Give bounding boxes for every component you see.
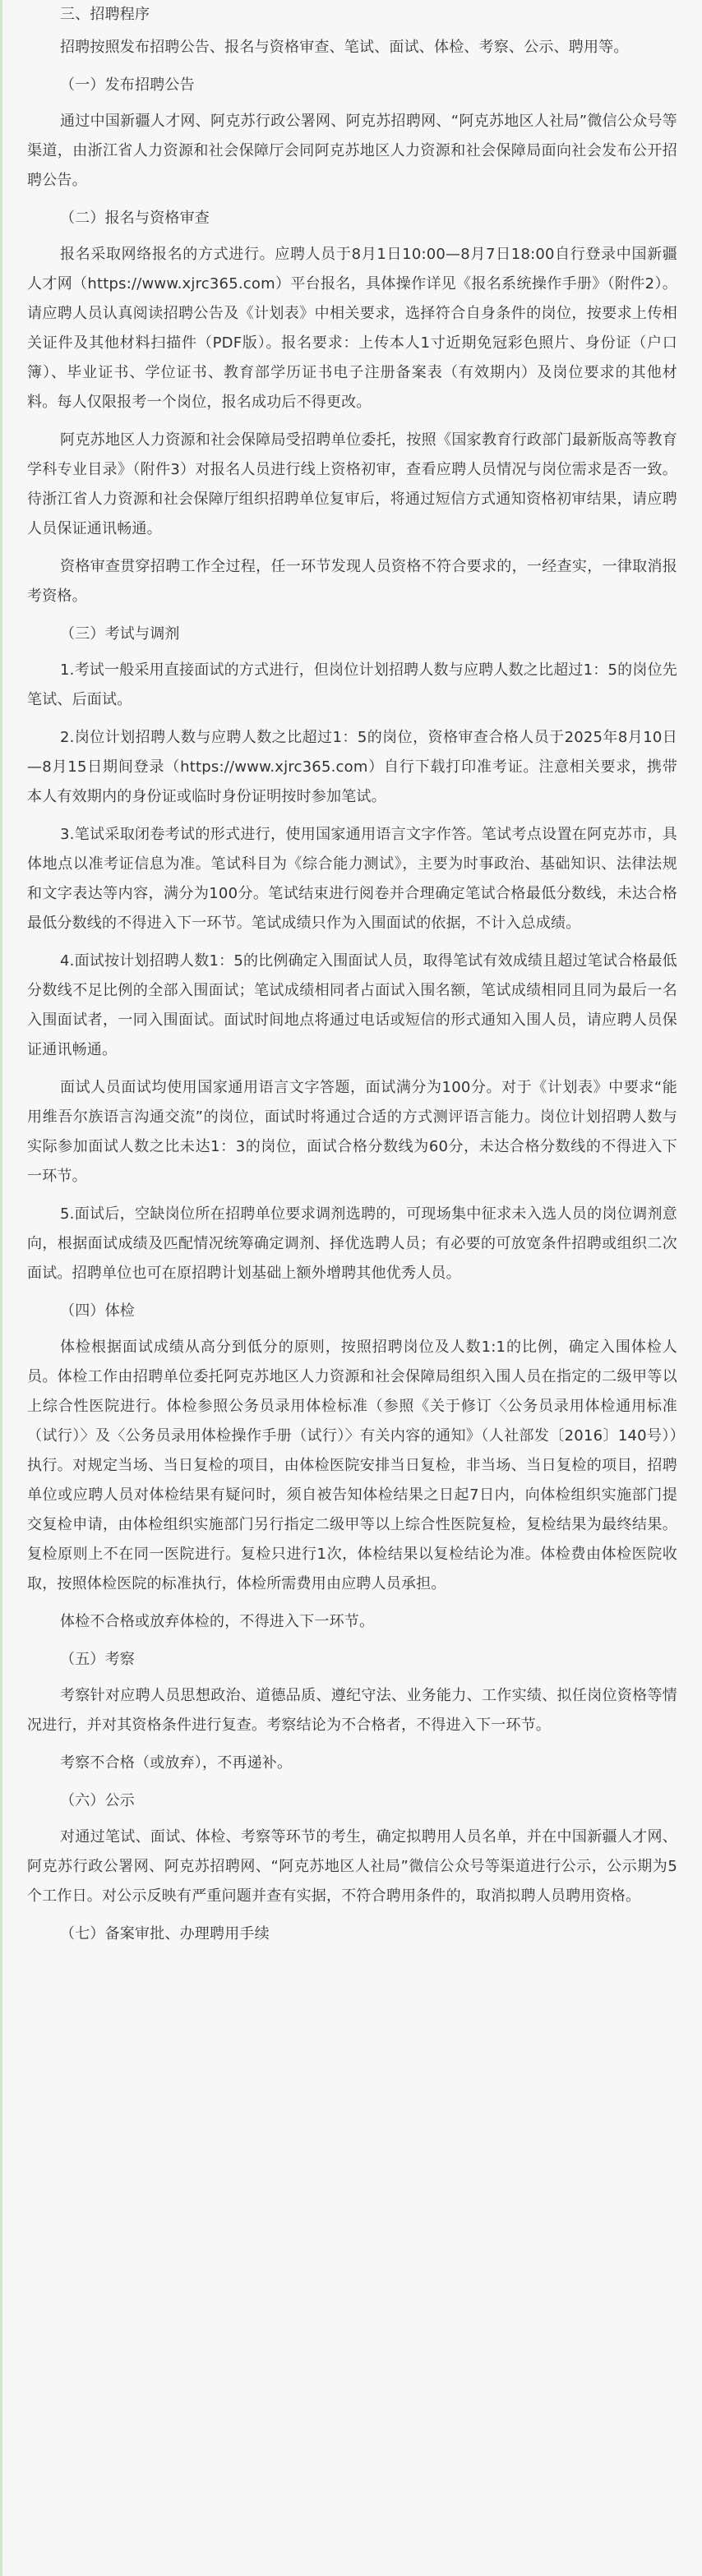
paragraph: 2.岗位计划招聘人数与应聘人数之比超过1：5的岗位，资格审查合格人员于2025年8月10日—8月15日期间登录（https://www.xjrc365.com）自行下载打印准考证。注意相关要求，携带本人有效期内的身份证或临时身份证明按时参加笔试。	[27, 729, 677, 805]
paragraph: 3.笔试采取闭卷考试的形式进行，使用国家通用语言文字作答。笔试考点设置在阿克苏市，具体地点以准考证信息为准。笔试科目为《综合能力测试》，主要为时事政治、基础知识、法律法规和文字表达等内容，满分为100分。笔试结束进行阅卷并合理确定笔试合格最低分数线，未达合格最低分数线的不得进入下一环节。笔试成绩只作为入围面试的依据，不计入总成绩。	[27, 826, 677, 932]
paragraph: 4.面试按计划招聘人数1：5的比例确定入围面试人员，取得笔试有效成绩且超过笔试合格最低分数线不足比例的全部入围面试；笔试成绩相同者占面试入围名额，笔试成绩相同且同为最后一名入围面试者，一同入围面试。面试时间地点将通过电话或短信的形式通知入围人员，请应聘人员保证通讯畅通。	[27, 952, 677, 1058]
paragraph: 报名采取网络报名的方式进行。应聘人员于8月1日10:00—8月7日18:00自行登录中国新疆人才网（https://www.xjrc365.com）平台报名，具体操作详见《报名系统操作手册》（附件2）。请应聘人员认真阅读招聘公告及《计划表》中相关要求，选择符合自身条件的岗位，按要求上传相关证件及其他材料扫描件（PDF版）。报名要求：上传本人1寸近期免冠彩色照片、身份证（户口簿）、毕业证书、学位证书、教育部学历证书电子注册备案表（有效期内）及岗位要求的其他材料。每人仅限报考一个岗位，报名成功后不得更改。	[27, 246, 677, 411]
subsection-heading-2: （二）报名与资格审查	[60, 210, 210, 227]
paragraph: 通过中国新疆人才网、阿克苏行政公署网、阿克苏招聘网、“阿克苏地区人社局”微信公众号等渠道，由浙江省人力资源和社会保障厅会同阿克苏地区人力资源和社会保障局面向社会发布公开招聘公告。	[27, 113, 677, 189]
paragraph: 体检不合格或放弃体检的，不得进入下一环节。	[60, 1613, 375, 1630]
subsection-heading-4: （四）体检	[60, 1302, 135, 1320]
paragraph: 5.面试后，空缺岗位所在招聘单位要求调剂选聘的，可现场集中征求未入选人员的岗位调剂意向，根据面试成绩及匹配情况统筹确定调剂、择优选聘人员；有必要的可放宽条件招聘或组织二次面试。招聘单位也可在原招聘计划基础上额外增聘其他优秀人员。	[27, 1205, 677, 1282]
intro-paragraph: 招聘按照发布招聘公告、报名与资格审查、笔试、面试、体检、考察、公示、聘用等。	[60, 39, 629, 56]
paragraph: 面试人员面试均使用国家通用语言文字答题，面试满分为100分。对于《计划表》中要求“能用维吾尔族语言沟通交流”的岗位，面试时将通过合适的方式测评语言能力。岗位计划招聘人数与实际参加面试人数之比未达1：3的岗位，面试合格分数线为60分，未达合格分数线的不得进入下一环节。	[27, 1079, 677, 1185]
paragraph: 1.考试一般采用直接面试的方式进行，但岗位计划招聘人数与应聘人数之比超过1：5的岗位先笔试、后面试。	[27, 661, 677, 708]
paragraph: 阿克苏地区人力资源和社会保障局受招聘单位委托，按照《国家教育行政部门最新版高等教育学科专业目录》（附件3）对报名人员进行线上资格初审，查看应聘人员情况与岗位需求是否一致。待浙江省人力资源和社会保障厅组织招聘单位复审后，将通过短信方式通知资格初审结果，请应聘人员保证通讯畅通。	[27, 431, 677, 537]
subsection-heading-5: （五）考察	[60, 1651, 135, 1668]
paragraph: 体检根据面试成绩从高分到低分的原则，按照招聘岗位及人数1:1的比例，确定入围体检人员。体检工作由招聘单位委托阿克苏地区人力资源和社会保障局组织入围人员在指定的二级甲等以上综合性医院进行。体检参照公务员录用体检标准（参照《关于修订〈公务员录用体检通用标准（试行）〉及〈公务员录用体检操作手册（试行）〉有关内容的通知》（人社部发〔2016〕140号））执行。对规定当场、当日复检的项目，由体检医院安排当日复检，非当场、当日复检的项目，招聘单位或应聘人员对体检结果有疑问时，须自被告知体检结果之日起7日内，向体检组织实施部门提交复检申请，由体检组织实施部门另行指定二级甲等以上综合性医院复检，复检结果为最终结果。复检原则上不在同一医院进行。复检只进行1次，体检结果以复检结论为准。体检费由体检医院收取，按照体检医院的标准执行，体检所需费用由应聘人员承担。	[27, 1339, 677, 1592]
section-title: 三、招聘程序	[60, 6, 150, 23]
paragraph: 对通过笔试、面试、体检、考察等环节的考生，确定拟聘用人员名单，并在中国新疆人才网、阿克苏行政公署网、阿克苏招聘网、“阿克苏地区人社局”微信公众号等渠道进行公示，公示期为5个工作日。对公示反映有严重问题并查有实据，不符合聘用条件的，取消拟聘人员聘用资格。	[27, 1828, 677, 1905]
paragraph: 资格审查贯穿招聘工作全过程，任一环节发现人员资格不符合要求的，一经查实，一律取消报考资格。	[27, 558, 677, 605]
paragraph: 考察针对应聘人员思想政治、道德品质、遵纪守法、业务能力、工作实绩、拟任岗位资格等情况进行，并对其资格条件进行复查。考察结论为不合格者，不得进入下一环节。	[27, 1687, 677, 1734]
subsection-heading-7: （七）备案审批、办理聘用手续	[60, 1925, 270, 1942]
subsection-heading-3: （三）考试与调剂	[60, 625, 180, 643]
subsection-heading-6: （六）公示	[60, 1792, 135, 1809]
paragraph: 考察不合格（或放弃），不再递补。	[60, 1754, 293, 1772]
subsection-heading-1: （一）发布招聘公告	[60, 76, 195, 94]
